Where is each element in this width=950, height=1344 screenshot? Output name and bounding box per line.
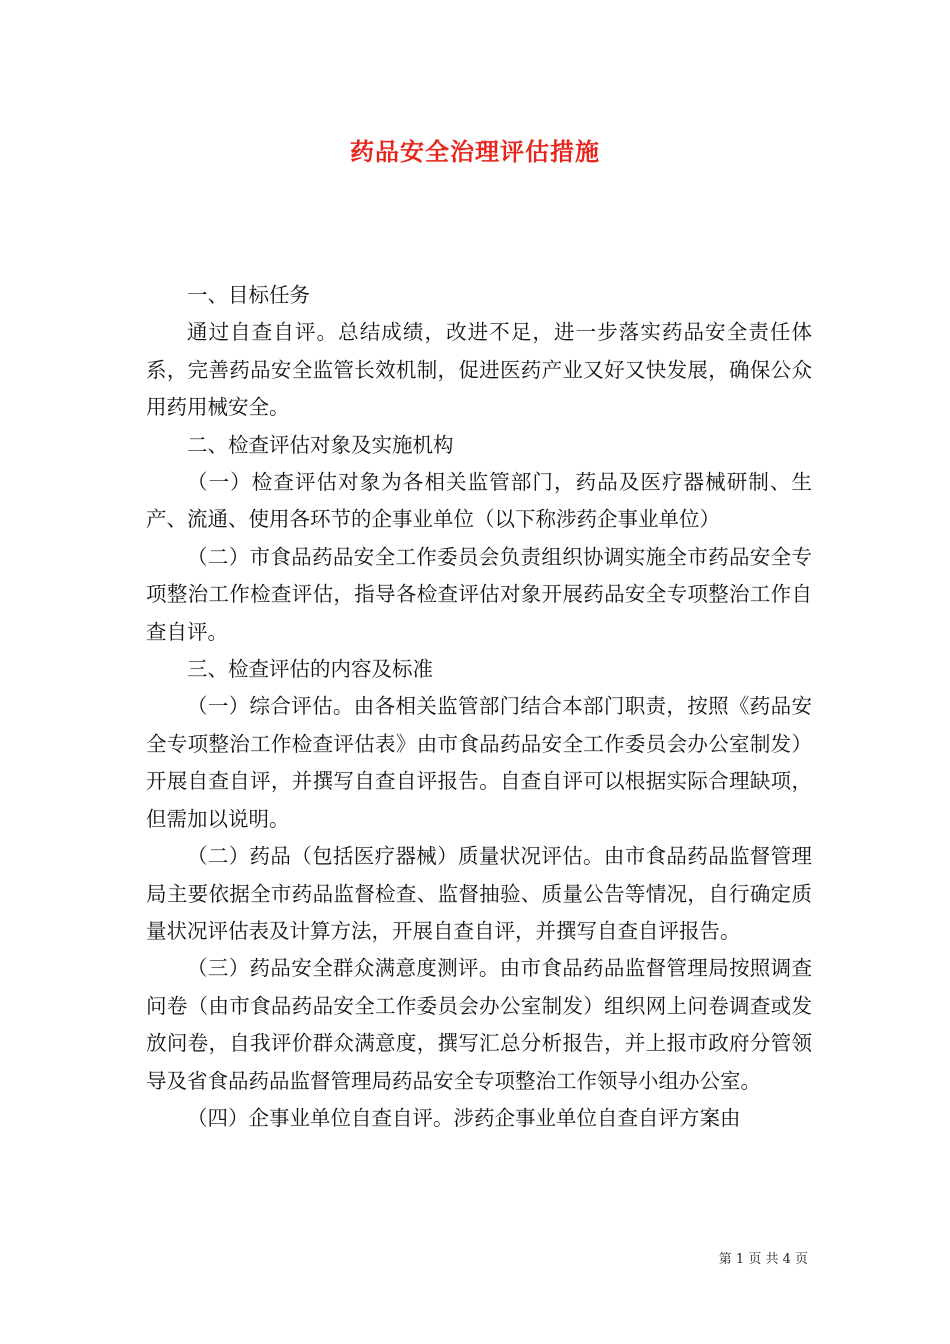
document-body — [146, 277, 812, 1137]
document-title: 药品安全治理评估措施 — [350, 137, 600, 166]
paragraph: （四）企事业单位自查自评。涉药企事业单位自查自评方案由 — [187, 1105, 741, 1130]
paragraph: （三）药品安全群众满意度测评。由市食品药品监督管理局按照调查问卷（由市食品药品安全工作委员会办公室制发）组织网上问卷调查或发放问卷，自我评价群众满意度，撰写汇总分析报告，并上报市政府分管领导及省食品药品监督管理局药品安全专项整治工作领导小组办公室。 — [146, 956, 812, 1093]
paragraph: 通过自查自评。总结成绩，改进不足，进一步落实药品安全责任体系，完善药品安全监管长效机制，促进医药产业又好又快发展，确保公众用药用械安全。 — [146, 320, 812, 420]
section-heading-3: 三、检查评估的内容及标准 — [187, 657, 433, 682]
paragraph: （一）综合评估。由各相关监管部门结合本部门职责，按照《药品安全专项整治工作检查评估表》由市食品药品安全工作委员会办公室制发）开展自查自评，并撰写自查自评报告。自查自评可以根据实际合理缺项，但需加以说明。 — [146, 694, 812, 831]
paragraph: （二）药品（包括医疗器械）质量状况评估。由市食品药品监督管理局主要依据全市药品监督检查、监督抽验、质量公告等情况，自行确定质量状况评估表及计算方法，开展自查自评，并撰写自查自评报告。 — [146, 844, 812, 943]
page-number: 第 1 页 共 4 页 — [718, 1252, 808, 1267]
section-heading-1: 一、目标任务 — [187, 283, 310, 307]
paragraph: （一）检查评估对象为各相关监管部门，药品及医疗器械研制、生产、流通、使用各环节的企事业单位（以下称涉药企事业单位） — [146, 470, 812, 532]
section-heading-2: 二、检查评估对象及实施机构 — [187, 432, 454, 457]
paragraph: （二）市食品药品安全工作委员会负责组织协调实施全市药品安全专项整治工作检查评估，指导各检查评估对象开展药品安全专项整治工作自查自评。 — [146, 544, 812, 644]
